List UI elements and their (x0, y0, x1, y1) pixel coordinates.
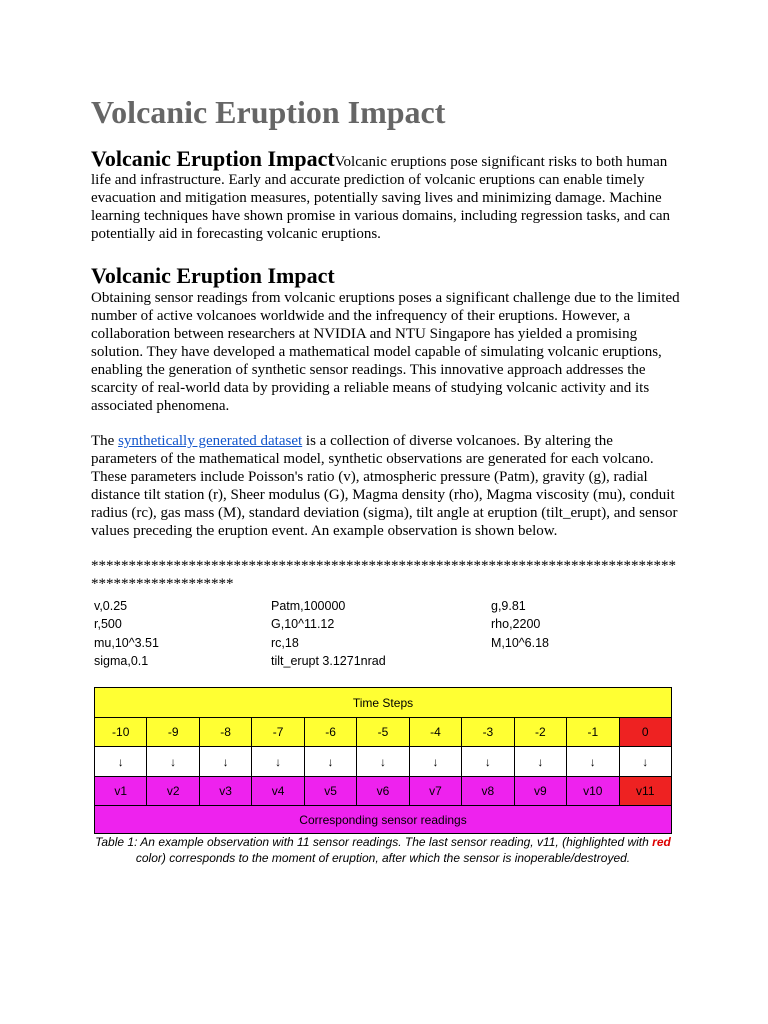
step-cell-highlight: 0 (619, 718, 671, 747)
param-gravity: g,9.81 (491, 599, 526, 613)
step-cell: -5 (357, 718, 409, 747)
arrow-down-icon: ↓ (95, 747, 147, 777)
arrow-down-icon: ↓ (357, 747, 409, 777)
reading-cell: v5 (304, 777, 356, 806)
arrow-down-icon: ↓ (252, 747, 304, 777)
step-cell: -7 (252, 718, 304, 747)
separator-stars: ************************************************************************************************* (91, 558, 676, 592)
param-mu: mu,10^3.51 (94, 636, 159, 650)
reading-cell: v7 (409, 777, 461, 806)
caption-before: Table 1: An example observation with 11 sensor readings. The last sensor reading, v11, (highlighted with (95, 835, 653, 849)
reading-cell: v1 (95, 777, 147, 806)
param-r: r,500 (94, 617, 122, 631)
caption-red-word: red (652, 835, 671, 849)
table-row-steps (95, 718, 672, 747)
reading-cell: v8 (462, 777, 514, 806)
reading-cell: v6 (357, 777, 409, 806)
arrow-down-icon: ↓ (619, 747, 671, 777)
param-rc: rc,18 (271, 636, 299, 650)
step-cell: -6 (304, 718, 356, 747)
reading-cell: v4 (252, 777, 304, 806)
arrow-down-icon: ↓ (304, 747, 356, 777)
param-g-modulus: G,10^11.12 (271, 617, 335, 631)
page-title: Volcanic Eruption Impact (91, 94, 446, 130)
step-cell: -10 (95, 718, 147, 747)
reading-cell-highlight: v11 (619, 777, 671, 806)
arrow-down-icon: ↓ (199, 747, 251, 777)
param-v: v,0.25 (94, 599, 128, 613)
step-cell: -1 (567, 718, 619, 747)
reading-cell: v3 (199, 777, 251, 806)
table-caption (94, 834, 672, 866)
table-footer-readings: Corresponding sensor readings (95, 806, 672, 834)
reading-cell: v2 (147, 777, 199, 806)
step-cell: -2 (514, 718, 566, 747)
section-paragraph-1: Obtaining sensor readings from volcanic eruptions poses a significant challenge due to the limited number of active volcanoes worldwide and the infrequency of their eruptions. However, a collaboration between researchers at NVIDIA and NTU Singapore has yielded a promising solution. They have developed a mathematical model capable of simulating volcanic eruptions, enabling the generation of synthetic sensor readings. This innovative approach addresses the scarcity of real-world data by providing a reliable means of studying volcanic activity and its associated phenomena. (91, 290, 680, 414)
intro-text: Volcanic eruptions pose significant risks to both human life and infrastructure. Early and accurate prediction of volcanic eruptions can enable timely evacuation and mitigation measures, potentially saving lives and minimizing damage. Machine learning techniques have shown promise in various domains, including regression tasks, and can potentially aid in forecasting volcanic eruptions. (91, 154, 671, 242)
param-sigma: sigma,0.1 (94, 654, 149, 668)
step-cell: -3 (462, 718, 514, 747)
reading-cell: v9 (514, 777, 566, 806)
table-row-readings (95, 777, 672, 806)
step-cell: -9 (147, 718, 199, 747)
reading-cell: v10 (567, 777, 619, 806)
time-steps-table (94, 687, 672, 834)
arrow-down-icon: ↓ (409, 747, 461, 777)
step-cell: -4 (409, 718, 461, 747)
arrow-down-icon: ↓ (147, 747, 199, 777)
param-patm: Patm,100000 (271, 599, 346, 613)
table-row-arrows (95, 747, 672, 777)
dataset-link[interactable]: synthetically generated dataset (118, 433, 303, 449)
para2-suffix: is a collection of diverse volcanoes. By altering the parameters of the mathematical model, synthetic observations are generated for each volcano. These parameters include Poisson's ratio (v), atmospheric pressure (Patm), gravity (g), radial distance tilt station (r), Sheer modulus (G), Magma density (rho), Magma viscosity (mu), conduit radius (rc), gas mass (M), standard deviation (sigma), tilt angle at eruption (tilt_erupt), and sensor values preceding the eruption event. An example observation is shown below. (91, 433, 678, 539)
caption-after: color) corresponds to the moment of eruption, after which the sensor is inoperable/destroyed. (135, 851, 631, 865)
param-rho: rho,2200 (491, 617, 541, 631)
arrow-down-icon: ↓ (462, 747, 514, 777)
arrow-down-icon: ↓ (567, 747, 619, 777)
param-tilt-erupt: tilt_erupt 3.1271nrad (271, 654, 386, 668)
intro-heading: Volcanic Eruption Impact (91, 146, 335, 171)
param-m: M,10^6.18 (491, 636, 549, 650)
table-header-time-steps: Time Steps (95, 688, 672, 718)
section-heading: Volcanic Eruption Impact (91, 263, 335, 288)
step-cell: -8 (199, 718, 251, 747)
arrow-down-icon: ↓ (514, 747, 566, 777)
para2-prefix: The (91, 433, 119, 449)
